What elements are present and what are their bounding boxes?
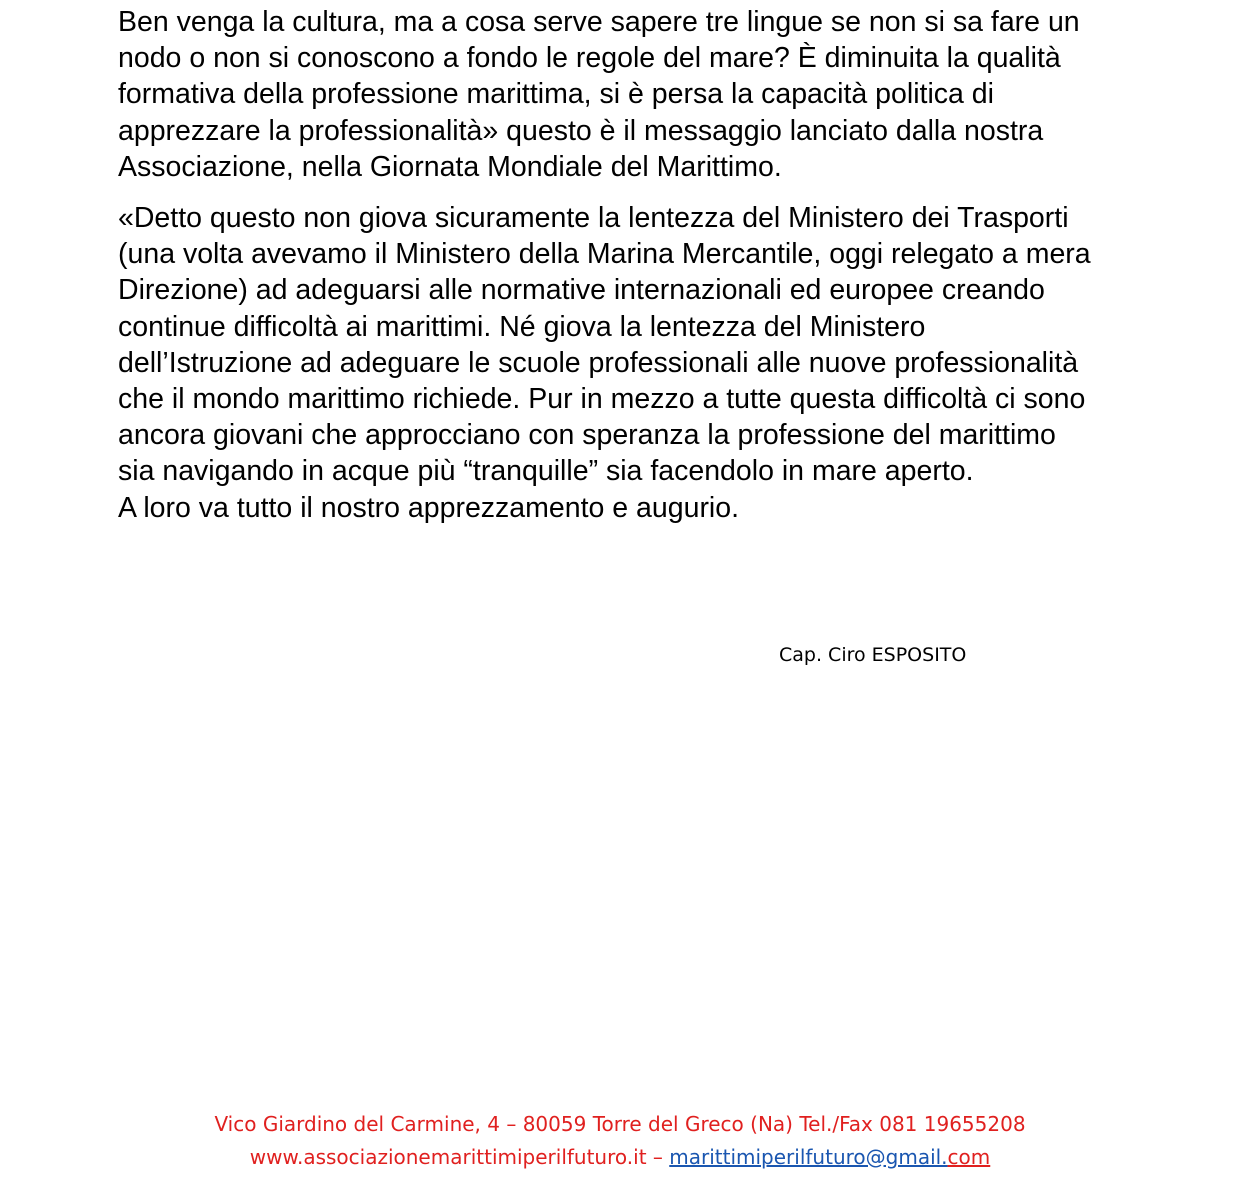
text-line: che il mondo marittimo richiede. Pur in mezzo a tutte questa difficoltà ci sono [118,383,1086,416]
email-link-tld[interactable]: com [947,1145,991,1169]
text-line: (una volta avevamo il Ministero della Marina Mercantile, oggi relegato a mera [118,238,1091,271]
text-line: dell’Istruzione ad adeguare le scuole professionali alle nuove professionalità [118,346,1079,379]
text-line: apprezzare la professionalità» questo è il messaggio lanciato dalla nostra [118,114,1044,147]
website-text: www.associazionemarittimiperilfuturo.it – [249,1145,670,1169]
text-line: Associazione, nella Giornata Mondiale del Marittimo. [118,150,782,183]
footer-contacts [0,1141,1240,1173]
footer-address: Vico Giardino del Carmine, 4 – 80059 Torre del Greco (Na) Tel./Fax 081 19655208 [214,1112,1026,1136]
text-line: formativa della professione marittima, si è persa la capacità politica di [118,78,994,111]
text-line: «Detto questo non giova sicuramente la lentezza del Ministero dei Trasporti [118,202,1069,235]
text-line: A loro va tutto il nostro apprezzamento e augurio. [118,491,740,524]
text-line: ancora giovani che approcciano con speranza la professione del marittimo [118,419,1056,452]
paragraph-2 [118,200,1128,526]
signature: Cap. Ciro ESPOSITO [779,644,967,666]
text-line: sia navigando in acque più “tranquille” sia facendolo in mare aperto. [118,455,974,488]
text-line: continue difficoltà ai marittimi. Né giova la lentezza del Ministero [118,310,926,343]
text-line: Direzione) ad adeguarsi alle normative internazionali ed europee creando [118,274,1045,307]
text-line: nodo o non si conoscono a fondo le regole del mare? È diminuita la qualità [118,42,1061,75]
letter-body [118,4,1128,526]
email-link[interactable]: marittimiperilfuturo@gmail. [669,1145,948,1169]
text-line: Ben venga la cultura, ma a cosa serve sapere tre lingue se non si sa fare un [118,6,1080,38]
paragraph-1 [118,4,1128,185]
